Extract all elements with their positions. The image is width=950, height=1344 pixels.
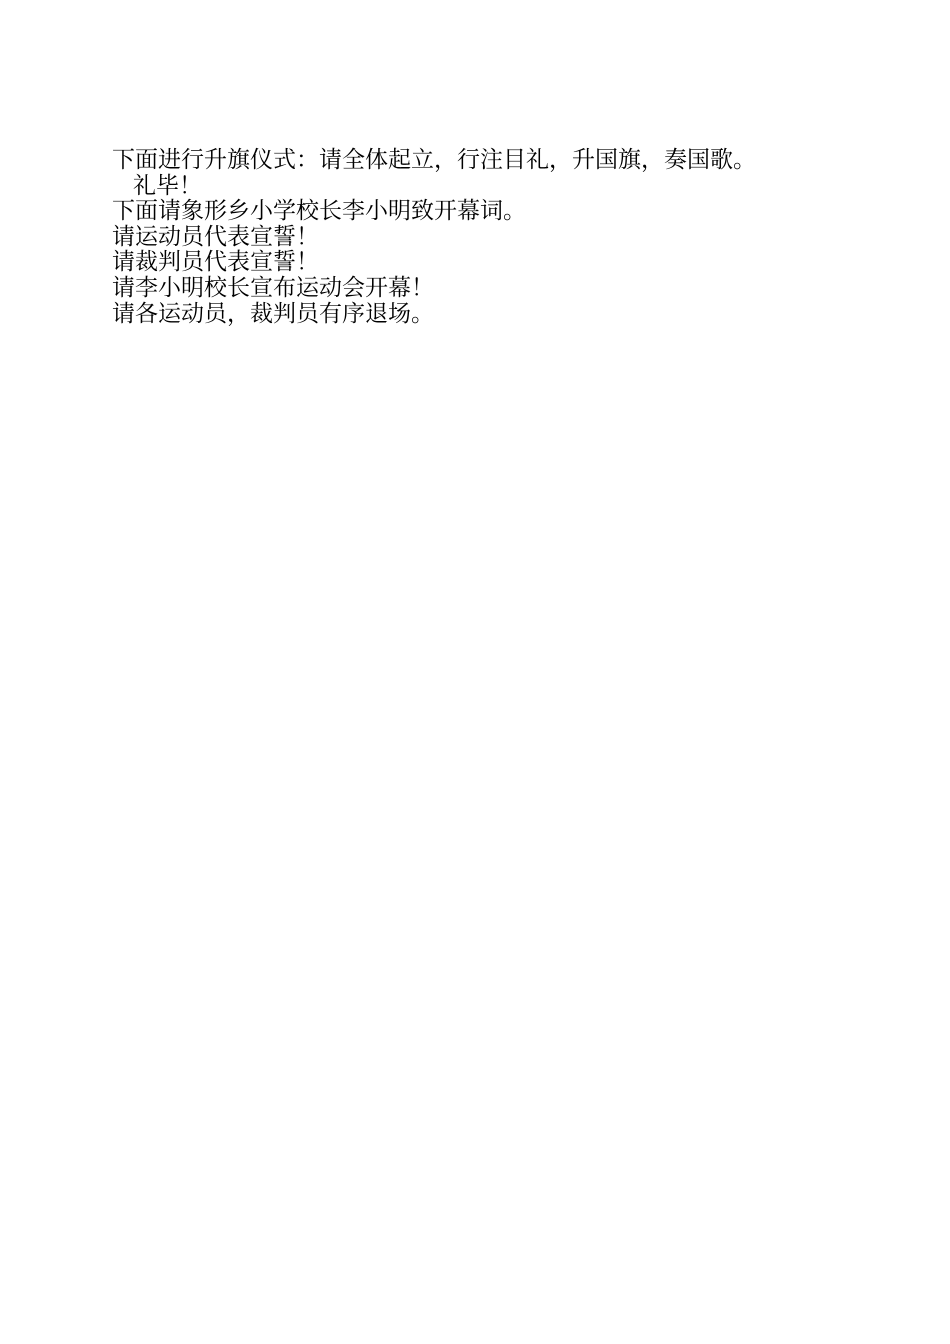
text-block xyxy=(112,147,792,326)
text-line-salute-end: 礼毕！ xyxy=(133,172,202,198)
text-line-referee-oath: 请裁判员代表宣誓！ xyxy=(112,249,319,275)
text-line-opening-announcement: 请李小明校长宣布运动会开幕！ xyxy=(112,274,434,300)
text-line-exit-instruction: 请各运动员，裁判员有序退场。 xyxy=(112,300,434,326)
text-line-flag-ceremony: 下面进行升旗仪式：请全体起立，行注目礼，升国旗，奏国歌。 xyxy=(112,147,756,172)
text-line-principal-speech: 下面请象形乡小学校长李小明致开幕词。 xyxy=(112,198,526,224)
text-line-athlete-oath: 请运动员代表宣誓！ xyxy=(112,223,319,249)
